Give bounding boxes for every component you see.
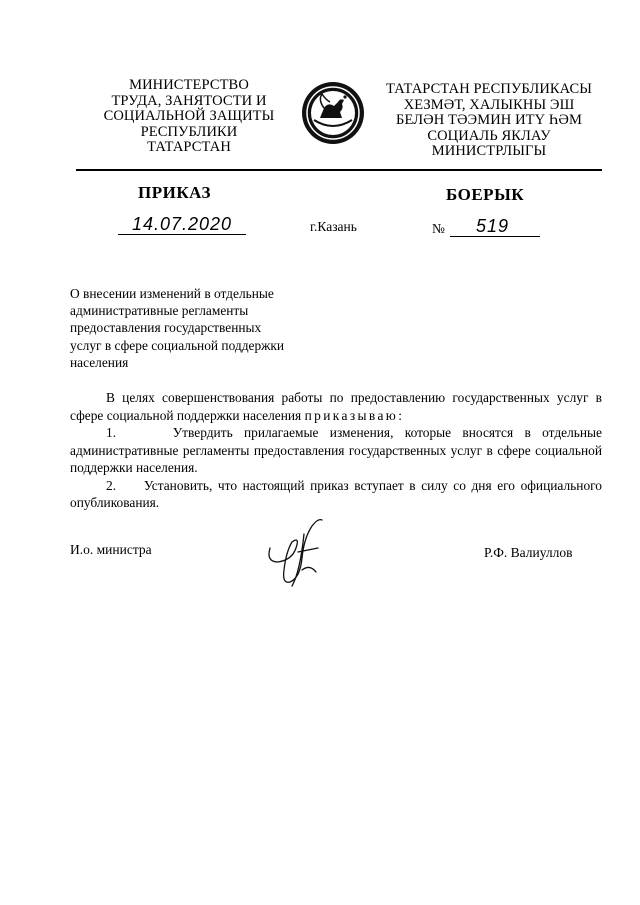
order-date-field	[118, 214, 246, 235]
header-line: ТАТАРСТАН	[147, 139, 231, 155]
tatarstan-emblem-icon	[300, 80, 366, 146]
ministry-name-tt	[378, 82, 600, 160]
subject-line: населения	[70, 354, 129, 370]
body-item-2: 2. Установить, что настоящий приказ вступает в силу со дня его официального опубликования.	[70, 477, 602, 510]
order-title-tt: БОЕРЫК	[446, 185, 525, 204]
signer-position: И.о. министра	[70, 542, 152, 557]
order-subject	[70, 285, 314, 371]
order-title-ru: ПРИКАЗ	[138, 183, 211, 202]
number-label: №	[432, 221, 445, 236]
header-line: СОЦИАЛЬ ЯКЛАУ	[427, 127, 551, 144]
prikazyvayu-text: приказываю:	[304, 407, 405, 423]
order-date: 14.07.2020	[131, 214, 233, 234]
subject-line: предоставления государственных	[70, 320, 262, 336]
body-intro	[70, 389, 602, 424]
ministry-name-ru	[88, 78, 290, 156]
order-body	[70, 389, 602, 512]
header-line: ХЕЗМӘТ, ХАЛЫКНЫ ЭШ	[403, 96, 575, 113]
signer-name: Р.Ф. Валиуллов	[484, 545, 573, 560]
order-city: г.Казань	[310, 219, 357, 234]
subject-line: услуг в сфере социальной поддержки	[70, 337, 285, 353]
order-number: 519	[476, 216, 510, 236]
header-line: МИНИСТЕРСТВО	[129, 77, 249, 93]
order-number-field	[450, 216, 540, 237]
subject-line: О внесении изменений в отдельные	[70, 286, 274, 301]
header-line: СОЦИАЛЬНОЙ ЗАЩИТЫ	[103, 108, 275, 124]
header-line: РЕСПУБЛИКИ	[140, 123, 238, 140]
header-divider	[76, 169, 602, 171]
header-line: БЕЛӘН ТӘЭМИН ИТҮ ҺӘМ	[396, 112, 582, 128]
intro-text: В целях совершенствования работы по предоставлению государственных услуг в сфере социальной поддержки населения	[70, 390, 602, 423]
signature-icon	[262, 512, 334, 588]
subject-line: административные регламенты	[70, 303, 249, 319]
body-item-1: 1. Утвердить прилагаемые изменения, которые вносятся в отдельные административные регламенты предоставления государственных услуг в сфере социальной поддержки населения.	[70, 425, 602, 475]
header-line: МИНИСТРЛЫГЫ	[431, 143, 547, 159]
header-line: ТРУДА, ЗАНЯТОСТИ И	[111, 92, 267, 109]
header-line: ТАТАРСТАН РЕСПУБЛИКАСЫ	[385, 81, 593, 97]
